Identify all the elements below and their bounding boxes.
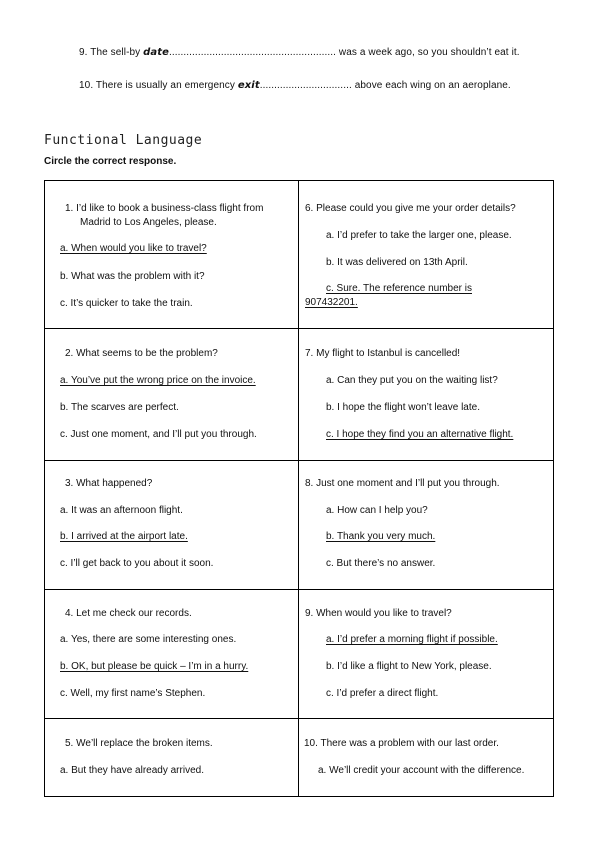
- option-a[interactable]: a. You’ve put the wrong price on the invoice.: [60, 375, 256, 386]
- option-c[interactable]: c. Sure. The reference number is 907432201.: [305, 283, 472, 308]
- option-c[interactable]: c. But there’s no answer.: [326, 558, 436, 569]
- question-prompt: 5. We’ll replace the broken items.: [65, 738, 213, 749]
- option-a[interactable]: a. I’d prefer a morning flight if possible.: [326, 634, 498, 645]
- option-b[interactable]: b. I’d like a flight to New York, please.: [326, 661, 492, 672]
- sentence-text: was a week ago, so you shouldn’t eat it.: [338, 47, 520, 58]
- question-prompt: 4. Let me check our records.: [65, 608, 192, 619]
- blank-dots: ................................: [259, 80, 352, 91]
- question-cell-10: [299, 719, 555, 797]
- question-cell-5: [45, 719, 298, 797]
- option-c[interactable]: c. It’s quicker to take the train.: [60, 298, 193, 309]
- question-cell-6: [299, 181, 555, 328]
- option-a[interactable]: a. Can they put you on the waiting list?: [326, 375, 498, 386]
- option-b[interactable]: b. I arrived at the airport late.: [60, 531, 188, 542]
- question-prompt: 3. What happened?: [65, 478, 153, 489]
- sentence-text: above each wing on an aeroplane.: [354, 80, 511, 91]
- option-a[interactable]: a. It was an afternoon flight.: [60, 505, 183, 516]
- option-b[interactable]: b. The scarves are perfect.: [60, 402, 179, 413]
- question-cell-4: [45, 590, 298, 718]
- question-prompt: 8. Just one moment and I’ll put you through.: [305, 478, 500, 489]
- option-a[interactable]: a. How can I help you?: [326, 505, 428, 516]
- question-cell-3: [45, 461, 298, 589]
- section-title: Functional Language: [44, 133, 203, 148]
- item-number: 10.: [79, 80, 94, 91]
- instruction: Circle the correct response.: [44, 156, 177, 167]
- exercise-grid: [44, 180, 554, 797]
- sentence-10: [79, 80, 511, 91]
- question-cell-8: [299, 461, 555, 589]
- question-prompt: 1. I’d like to book a business-class flight from Madrid to Los Angeles, please.: [65, 203, 264, 228]
- option-a[interactable]: a. I’d prefer to take the larger one, please.: [326, 230, 512, 241]
- blank-dots: ..........................................................: [169, 47, 336, 58]
- option-a[interactable]: a. But they have already arrived.: [60, 765, 204, 776]
- option-c[interactable]: c. I’ll get back to you about it soon.: [60, 558, 214, 569]
- question-cell-7: [299, 329, 555, 460]
- question-cell-1: [45, 181, 298, 328]
- option-c[interactable]: c. I hope they find you an alternative flight.: [326, 429, 514, 440]
- question-prompt: 10. There was a problem with our last order.: [304, 738, 499, 749]
- sentence-text: The sell-by: [90, 47, 141, 58]
- option-a[interactable]: a. Yes, there are some interesting ones.: [60, 634, 237, 645]
- item-number: 9.: [79, 47, 88, 58]
- option-c[interactable]: c. Just one moment, and I’ll put you through.: [60, 429, 257, 440]
- keyword: exit: [237, 80, 260, 91]
- option-b[interactable]: b. OK, but please be quick – I’m in a hurry.: [60, 661, 249, 672]
- option-b[interactable]: b. Thank you very much.: [326, 531, 436, 542]
- question-prompt: 6. Please could you give me your order details?: [305, 203, 516, 214]
- option-a[interactable]: a. We’ll credit your account with the difference.: [318, 765, 525, 776]
- question-prompt: 2. What seems to be the problem?: [65, 348, 218, 359]
- option-b[interactable]: b. I hope the flight won’t leave late.: [326, 402, 480, 413]
- question-cell-9: [299, 590, 555, 718]
- sentence-text: There is usually an emergency: [95, 80, 235, 91]
- question-prompt: 9. When would you like to travel?: [305, 608, 452, 619]
- option-a[interactable]: a. When would you like to travel?: [60, 243, 207, 254]
- question-prompt: 7. My flight to Istanbul is cancelled!: [305, 348, 461, 359]
- question-cell-2: [45, 329, 298, 460]
- option-c[interactable]: c. I’d prefer a direct flight.: [326, 688, 439, 699]
- keyword: date: [143, 47, 170, 58]
- sentence-9: [79, 47, 520, 58]
- option-b[interactable]: b. What was the problem with it?: [60, 271, 205, 282]
- option-b[interactable]: b. It was delivered on 13th April.: [326, 257, 468, 268]
- option-c[interactable]: c. Well, my first name’s Stephen.: [60, 688, 206, 699]
